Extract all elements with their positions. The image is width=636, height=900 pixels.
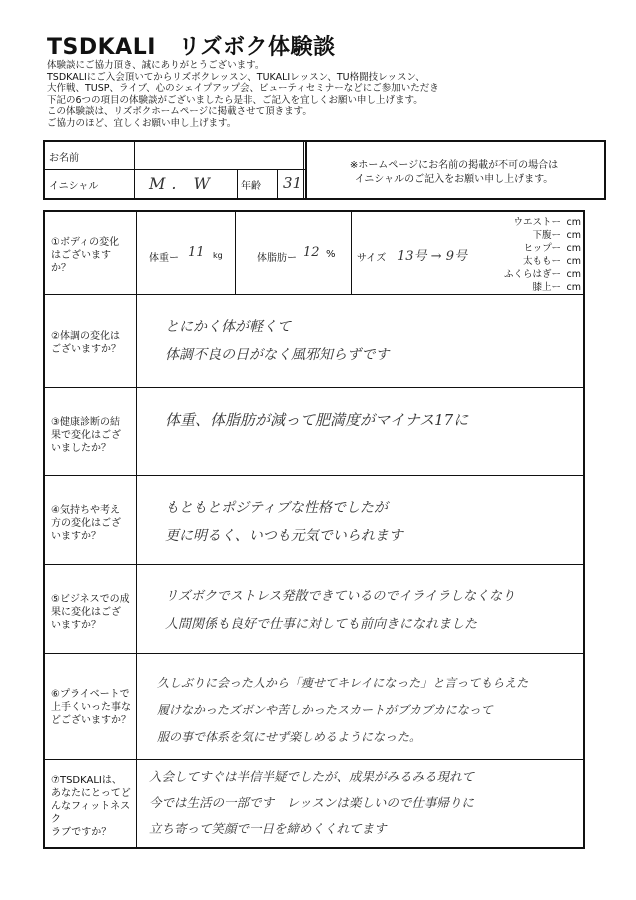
label-line: ④気持ちや考え [51, 505, 120, 516]
label-line: ⑤ビジネスでの成 [51, 594, 130, 605]
answer-line: 服の事で体系を気にせず楽しめるようになった。 [157, 730, 422, 744]
label-line: いますか？ [51, 531, 101, 542]
answer-line: もともとポジティブな性格でしたが [165, 500, 388, 516]
age-label: 年齢 [241, 181, 261, 192]
intro-text [47, 60, 439, 130]
label-line: いましたか？ [51, 443, 111, 454]
intro-line: 体験談にご協力頂き、誠にありがとうございます。 [47, 60, 265, 71]
intro-line: この体験談は、リズボクホームページに掲載させて頂きます。 [47, 106, 312, 118]
notice-line: イニシャルのご記入をお願い申し上げます。 [354, 174, 554, 185]
divider [235, 212, 236, 294]
name-label: お名前 [49, 153, 79, 164]
label-line: か？ [51, 263, 71, 274]
question-label [51, 504, 135, 543]
answer-line: 履けなかったズボンや苦しかったスカートがブカブカになって [157, 703, 493, 717]
answer-text[interactable] [157, 670, 528, 751]
size-label: サイズ [357, 253, 387, 264]
answer-line: 今では生活の一部です レッスンは楽しいので仕事帰りに [149, 795, 474, 810]
label-line: んなフィットネスク [51, 801, 131, 825]
question-health-check [45, 388, 583, 476]
answer-text[interactable] [149, 764, 474, 842]
question-label [51, 593, 135, 632]
answer-text[interactable] [165, 583, 515, 639]
question-mindset [45, 476, 583, 565]
label-line: 果で変化はござ [51, 430, 121, 441]
question-business [45, 565, 583, 654]
answer-line: 更に明るく、いつも元気でいられます [165, 528, 403, 544]
weight-unit: kg [213, 251, 223, 260]
answer-line: 体重、体脂肪が減って肥満度がマイナス17に [165, 411, 469, 429]
question-tsdkali-meaning [45, 760, 583, 847]
notice-line: ※ホームページにお名前の掲載が不可の場合は [349, 160, 559, 171]
intro-line: 大作戦、TUSP、ライブ、心のシェイプアップ会、ビューティセミナーなどにご参加いただき [47, 83, 439, 95]
question-label [51, 416, 135, 455]
answer-line: 入会してすぐは半信半疑でしたが、成果がみるみる現れて [149, 769, 475, 784]
divider [136, 565, 137, 653]
answer-line: 体調不良の日がなく風邪知らずです [165, 347, 390, 363]
label-line: ⑥プライベートで [51, 689, 130, 700]
size-value[interactable]: 13号 → 9号 [397, 249, 467, 264]
measurement-row: ふくらはぎー cm [503, 269, 581, 280]
question-label [51, 330, 135, 356]
intro-line: ご協力のほど、宜しくお願い申し上げます。 [47, 117, 237, 129]
measurement-list [463, 216, 583, 294]
question-body-change [45, 212, 583, 295]
divider [136, 654, 137, 759]
page-title: TSDKALI リズボク体験談 [47, 35, 336, 60]
divider [136, 760, 137, 847]
initial-label: イニシャル [49, 181, 99, 192]
divider [351, 212, 352, 294]
divider [136, 212, 137, 294]
divider [277, 170, 278, 198]
answer-text[interactable] [165, 313, 389, 369]
label-line: ございますか？ [51, 344, 121, 355]
divider [136, 388, 137, 475]
label-line: あなたにとってど [51, 788, 131, 799]
label-line: ⑦TSDKALIは、 [51, 775, 122, 786]
divider [134, 142, 135, 198]
label-line: ①ボディの変化 [51, 237, 120, 248]
measurement-row: 太ももー cm [522, 256, 581, 267]
question-label [51, 688, 135, 727]
question-private-life [45, 654, 583, 760]
body-fat-value[interactable]: 12 [303, 245, 320, 260]
initial-field[interactable]: M. W [149, 174, 216, 193]
label-line: ③健康診断の結 [51, 417, 120, 428]
label-line: はございます [51, 250, 111, 261]
answer-line: 立ち寄って笑顔で一日を締めくくれてます [149, 821, 387, 836]
label-line: 果に変化はござ [51, 607, 121, 618]
divider [136, 476, 137, 564]
label-line: ②体調の変化は [51, 331, 120, 342]
intro-line: TSDKALIにご入会頂いてからリズボクレッスン、TUKALIレッスン、TU格闘技レッスン、 [47, 71, 425, 83]
divider [237, 170, 238, 198]
body-fat-label: 体脂肪ー [257, 253, 297, 264]
answer-text[interactable] [165, 406, 468, 434]
measurement-row: 下腹ー cm [532, 230, 581, 241]
answer-line: リズボクでストレス発散できているのでイライラしなくなり [165, 589, 515, 604]
label-line: 上手くいった事な [51, 702, 131, 713]
intro-line: 下記の6つの項目の体験談がございましたら是非、ご記入を宜しくお願い申し上げます。 [47, 94, 423, 106]
answer-text[interactable] [165, 494, 403, 550]
answer-line: とにかく体が軽くて [165, 319, 291, 335]
label-line: どございますか？ [51, 715, 131, 726]
age-field[interactable]: 31 [283, 174, 303, 192]
question-label [51, 236, 135, 275]
measurement-row: ヒップー cm [523, 243, 581, 254]
weight-value[interactable]: 11 [188, 245, 205, 260]
body-fat-unit: % [326, 249, 336, 260]
label-line: ラブですか？ [51, 827, 112, 838]
answer-line: 人間関係も良好で仕事に対しても前向きになれました [165, 617, 478, 632]
survey-table [43, 210, 585, 849]
weight-label: 体重ー [149, 253, 179, 264]
label-line: いますか？ [51, 620, 101, 631]
notice-box [303, 140, 606, 200]
measurement-row: ウエストー cm [513, 217, 581, 228]
answer-line: 久しぶりに会った人から「痩せてキレイになった」と言ってもらえた [157, 676, 529, 690]
measurement-row: 膝上ー cm [532, 282, 581, 293]
divider [136, 295, 137, 387]
personal-info-box [43, 140, 307, 200]
question-physical-condition [45, 295, 583, 388]
name-row [45, 142, 305, 170]
label-line: 方の変化はござ [51, 518, 121, 529]
question-label [51, 774, 135, 839]
